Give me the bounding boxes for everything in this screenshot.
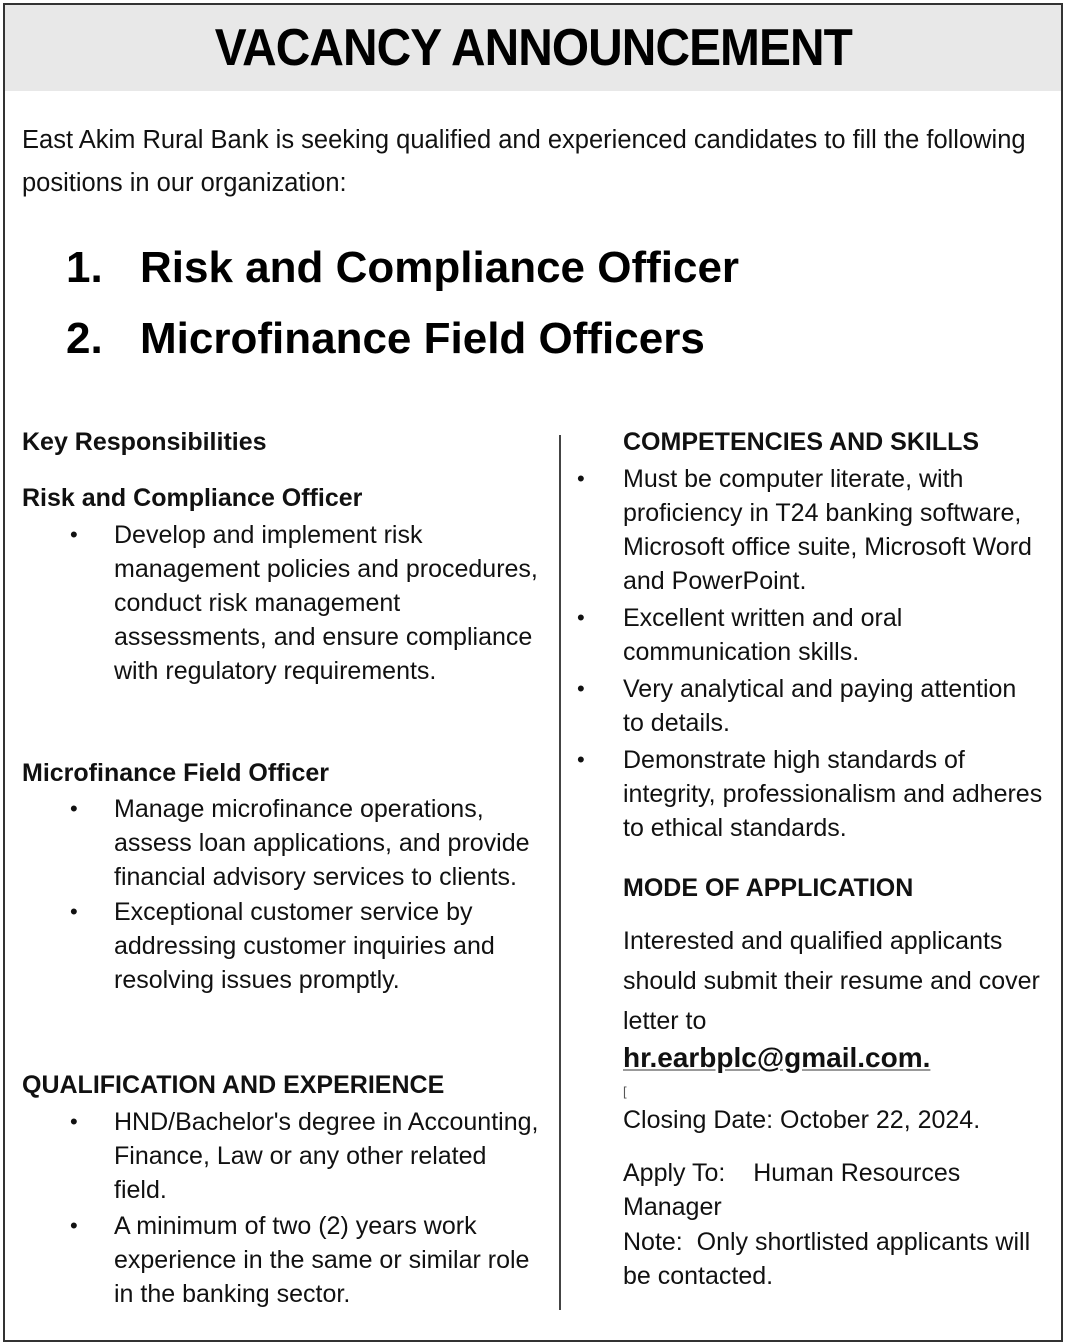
- list-item: [70, 518, 554, 688]
- bullet: •: [577, 747, 585, 772]
- qualification-heading: QUALIFICATION AND EXPERIENCE: [22, 1071, 445, 1099]
- column-divider: [559, 435, 561, 1310]
- apply-to: [623, 1156, 1043, 1224]
- item-text: Exceptional customer service by addressing customer inquiries and resolving issues promptly.: [114, 898, 495, 994]
- item-text: Manage microfinance operations, assess loan applications, and provide financial advisory services to clients.: [114, 795, 530, 891]
- qualification-list: [70, 1105, 539, 1311]
- item-text: Very analytical and paying attention to details.: [623, 675, 1017, 737]
- risk-responsibilities-list: [70, 518, 554, 688]
- item-text: HND/Bachelor's degree in Accounting, Finance, Law or any other related field.: [114, 1108, 539, 1204]
- position-title: Risk and Compliance Officer: [140, 243, 740, 292]
- position-2: [66, 314, 705, 364]
- item-text: Must be computer literate, with proficiency in T24 banking software, Microsoft office suite, Microsoft Word and PowerPoint.: [623, 465, 1032, 595]
- item-text: Develop and implement risk management policies and procedures, conduct risk management assessments, and ensure compliance with regulatory requirements.: [114, 521, 538, 685]
- bullet: •: [577, 466, 585, 491]
- bullet: •: [70, 1109, 78, 1134]
- bullet: •: [70, 1213, 78, 1238]
- stray-mark: [: [623, 1084, 627, 1099]
- bullet: •: [70, 899, 78, 924]
- item-text: Demonstrate high standards of integrity, professionalism and adheres to ethical standards.: [623, 746, 1043, 842]
- note: Note: Only shortlisted applicants will be contacted.: [623, 1228, 1038, 1290]
- list-item: [70, 1209, 539, 1311]
- list-item: [577, 743, 1043, 845]
- competencies-heading: COMPETENCIES AND SKILLS: [623, 428, 980, 456]
- list-item: [577, 672, 1043, 740]
- closing-date: Closing Date: October 22, 2024.: [623, 1106, 981, 1134]
- bullet: •: [70, 522, 78, 547]
- position-1: [66, 243, 739, 293]
- position-number: 2.: [66, 314, 103, 363]
- item-text: A minimum of two (2) years work experience in the same or similar role in the banking sector.: [114, 1212, 530, 1308]
- position-title: Microfinance Field Officers: [140, 314, 705, 363]
- bullet: •: [577, 676, 585, 701]
- mode-of-application-heading: MODE OF APPLICATION: [623, 874, 914, 902]
- list-item: [577, 462, 1043, 598]
- position-number: 1.: [66, 243, 103, 292]
- list-item: [70, 792, 554, 894]
- header-band: [5, 5, 1061, 91]
- list-item: [70, 895, 554, 997]
- microfinance-responsibilities-list: [70, 792, 554, 997]
- intro-text: East Akim Rural Bank is seeking qualified and experienced candidates to fill the following positions in our organization:: [22, 126, 1026, 197]
- page-title: VACANCY ANNOUNCEMENT: [214, 19, 852, 77]
- risk-officer-heading: Risk and Compliance Officer: [22, 484, 363, 512]
- bullet: •: [70, 796, 78, 821]
- key-responsibilities-heading: Key Responsibilities: [22, 428, 267, 456]
- apply-label: Apply To:: [623, 1159, 726, 1187]
- email-link[interactable]: hr.earbplc@gmail.com.: [623, 1042, 931, 1073]
- list-item: [577, 601, 1043, 669]
- competencies-list: [577, 462, 1043, 845]
- microfinance-officer-heading: Microfinance Field Officer: [22, 759, 330, 787]
- bullet: •: [577, 605, 585, 630]
- apply-to-value: Human Resources Manager: [623, 1159, 961, 1221]
- mode-text: Interested and qualified applicants should submit their resume and cover letter to: [623, 927, 1040, 1035]
- list-item: [70, 1105, 539, 1207]
- item-text: Excellent written and oral communication skills.: [623, 604, 903, 666]
